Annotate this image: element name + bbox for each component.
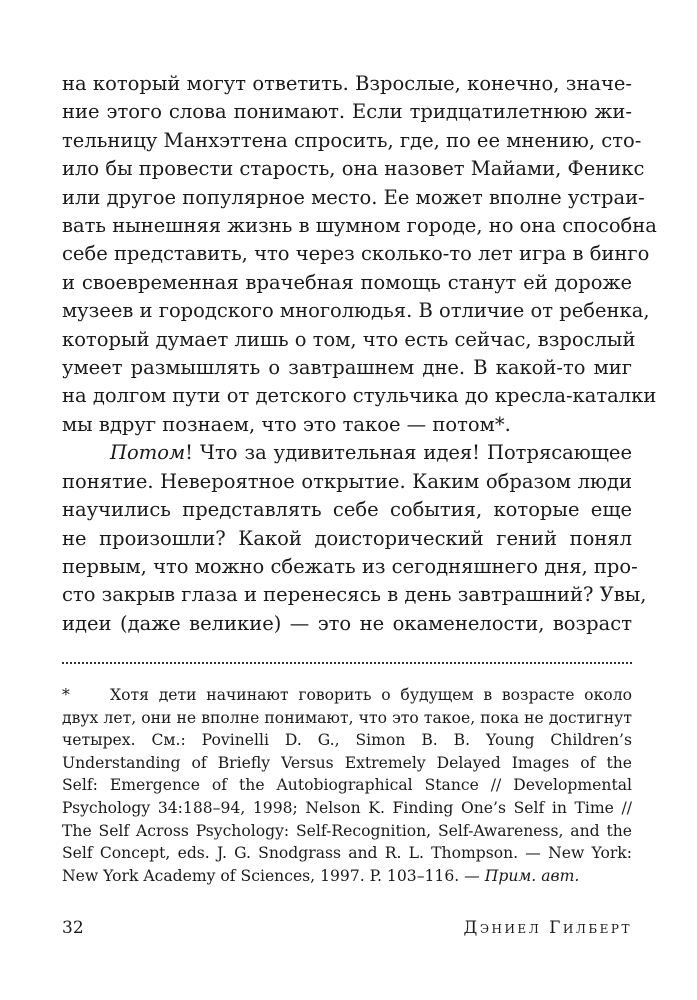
footnote-line: Understanding of Briefly Versus Extremely Delayed Images of the [62,753,632,772]
text-line: умеет размышлять о завтрашнем дне. В какой-то миг [62,356,632,380]
text-line: ило бы провести старость, она назовет Майами, Феникс [62,157,645,181]
footnote-first-line [62,684,632,707]
text-line: или другое популярное место. Ее может вполне устраи- [62,185,645,209]
text-line: себе представить, что через сколько-то лет игра в бинго [62,242,650,266]
text-span: ! Что за удивительная идея! Потрясающее [185,441,632,465]
footnote-marker: * [62,686,70,704]
text-line: понятие. Невероятное открытие. Каким образом люди [62,469,632,493]
text-line: и своевременная врачебная помощь станут ей дороже [62,270,632,294]
footnote-divider [62,662,632,664]
text-line: идеи (даже великие) — это не окаменелости, возраст [62,611,632,635]
text-line: ние этого слова понимают. Если тридцатилетнюю жи- [62,100,632,124]
text-line: сто закрыв глаза и перенесясь в день завтрашний? Увы, [62,583,647,607]
text-line: вать нынешняя жизнь в шумном городе, но она способна [62,214,657,238]
main-text [62,70,657,638]
text-line: на долгом пути от детского стульчика до кресла-каталки [62,384,657,408]
text-line: не произошли? Какой доисторический гений понял [62,526,632,550]
text-line: который думает лишь о том, что есть сейчас, взрослый [62,327,636,351]
text-span: Хотя дети начинают говорить о будущем в возрасте около [110,686,632,704]
footnote-line: двух лет, они не вполне понимают, что это такое, пока не достигнут [62,708,632,727]
text-line: тельницу Манхэттена спросить, где, по ее мнению, сто- [62,128,642,152]
page-number: 32 [62,918,84,938]
footnote-line: Self Concept, eds. J. G. Snodgrass and R. L. Thompson. — New York: [62,844,632,863]
text-line: мы вдруг познаем, что это такое — потом*. [62,412,511,436]
author-note: Прим. авт. [484,866,580,885]
text-line: на который могут ответить. Взрослые, конечно, значе- [62,72,632,95]
footnote-line: Self: Emergence of the Autobiographical Stance // Developmental [62,776,632,795]
text-span: New York Academy of Sciences, 1997. P. 103–116. — [62,866,485,885]
italic-word: Потом [110,441,186,465]
footnote-line: четырех. См.: Povinelli D. G., Simon B. B. Young Children’s [62,731,632,750]
footnote-line: The Self Across Psychology: Self-Recognition, Self-Awareness, and the [62,821,632,840]
text-line: музеев и городского многолюдья. В отличие от ребенка, [62,299,650,323]
paragraph-first-line [62,439,632,467]
text-line: научились представлять себе события, которые еще [62,498,632,522]
footnote [62,684,632,887]
running-head: Дэниел Гилберт [463,918,632,938]
footnote-last-line [62,865,632,888]
text-line: первым, что можно сбежать из сегодняшнего дня, про- [62,554,638,578]
footnote-line: Psychology 34:188–94, 1998; Nelson K. Finding One’s Self in Time // [62,798,632,817]
